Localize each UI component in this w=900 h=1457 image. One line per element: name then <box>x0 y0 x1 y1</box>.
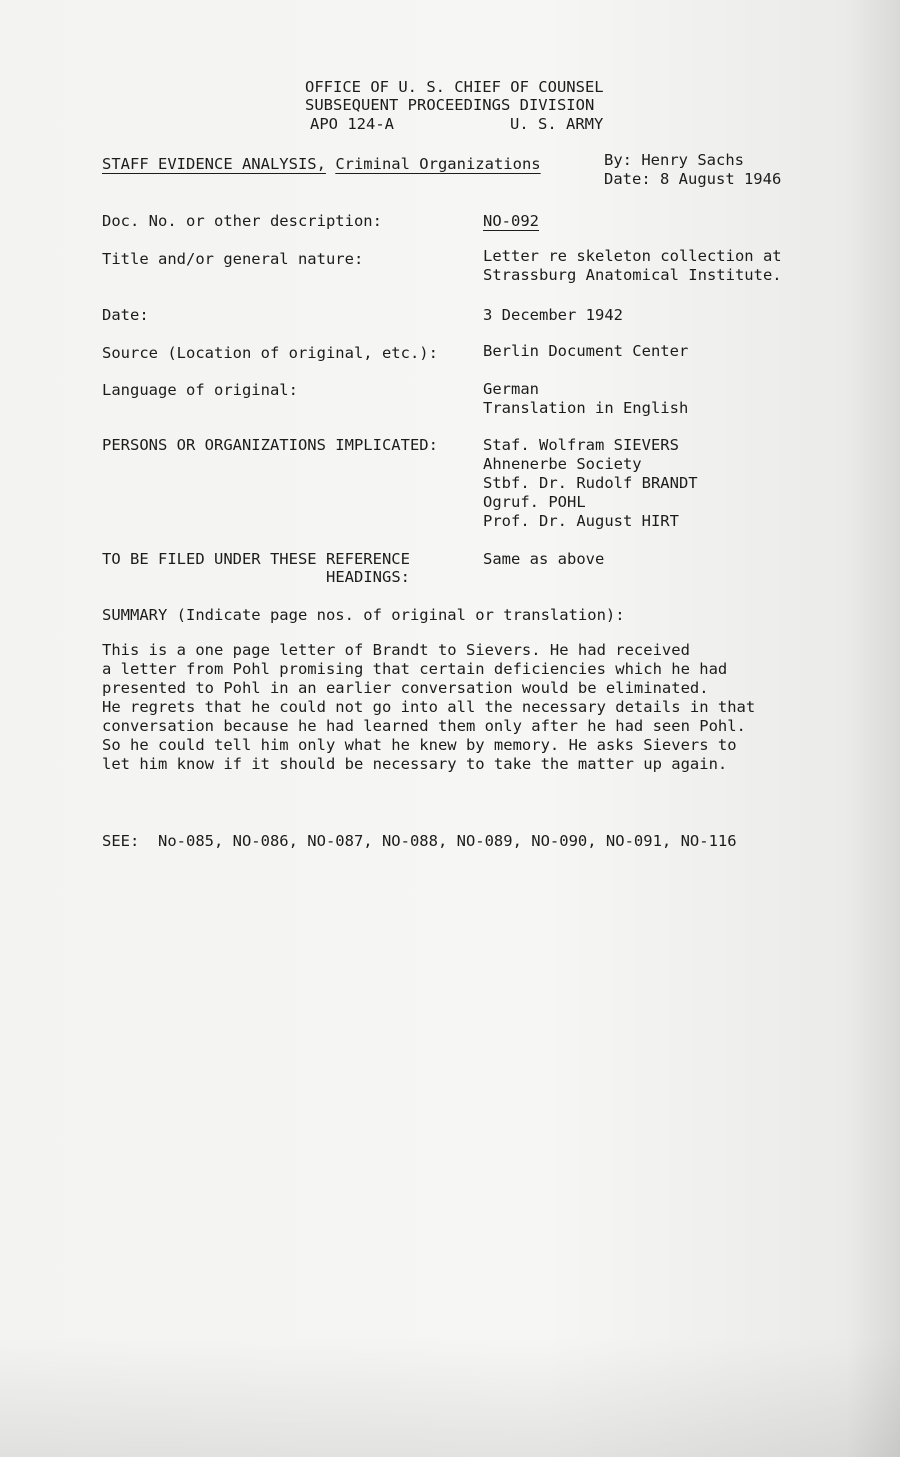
persons-value <box>483 436 698 531</box>
doc-value: NO-092 <box>483 212 539 230</box>
person-entry: Staf. Wolfram SIEVERS <box>483 436 679 454</box>
doc-label: Doc. No. or other description: <box>102 212 382 230</box>
summary-line: So he could tell him only what he knew by memory. He asks Sievers to <box>102 736 737 754</box>
analysis-date: Date: 8 August 1946 <box>604 170 782 188</box>
header-line-1: OFFICE OF U. S. CHIEF OF COUNSEL <box>305 78 604 96</box>
summary-line: let him know if it should be necessary to take the matter up again. <box>102 755 728 773</box>
source-value: Berlin Document Center <box>483 342 689 360</box>
title-value <box>483 247 782 285</box>
date-value: 3 December 1942 <box>483 306 623 324</box>
filed-value: Same as above <box>483 550 605 568</box>
summary-line: presented to Pohl in an earlier conversation would be eliminated. <box>102 679 709 697</box>
filed-label-line-2: HEADINGS: <box>326 568 410 586</box>
summary-line: This is a one page letter of Brandt to Sievers. He had received <box>102 641 690 659</box>
person-entry: Ahnenerbe Society <box>483 455 642 473</box>
see-references: SEE: No-085, NO-086, NO-087, NO-088, NO-089, NO-090, NO-091, NO-116 <box>102 832 737 850</box>
date-label: Date: <box>102 306 149 324</box>
analysis-subtitle: Criminal Organizations <box>335 155 541 173</box>
persons-label: PERSONS OR ORGANIZATIONS IMPLICATED: <box>102 436 438 454</box>
language-label: Language of original: <box>102 381 298 399</box>
analysis-title: STAFF EVIDENCE ANALYSIS, <box>102 155 326 173</box>
person-entry: Prof. Dr. August HIRT <box>483 512 679 530</box>
title-label: Title and/or general nature: <box>102 250 364 268</box>
summary-body <box>102 641 762 774</box>
summary-line: a letter from Pohl promising that certain deficiencies which he had <box>102 660 728 678</box>
person-entry: Stbf. Dr. Rudolf BRANDT <box>483 474 698 492</box>
summary-label: SUMMARY (Indicate page nos. of original or translation): <box>102 606 625 624</box>
analysis-by: By: Henry Sachs <box>604 151 744 169</box>
header-apo: APO 124-A <box>310 115 394 133</box>
source-label: Source (Location of original, etc.): <box>102 344 438 362</box>
header-army: U. S. ARMY <box>510 115 604 133</box>
language-value-line: Translation in English <box>483 399 689 417</box>
analysis-title-block <box>102 155 541 173</box>
header-line-2: SUBSEQUENT PROCEEDINGS DIVISION <box>305 96 595 114</box>
language-value <box>483 380 688 418</box>
summary-line: conversation because he had learned them only after he had seen Pohl. <box>102 717 746 735</box>
person-entry: Ogruf. POHL <box>483 493 586 511</box>
title-value-line: Strassburg Anatomical Institute. <box>483 266 782 284</box>
summary-line: He regrets that he could not go into all the necessary details in that <box>102 698 756 716</box>
filed-label-line-1: TO BE FILED UNDER THESE REFERENCE <box>102 550 410 568</box>
title-value-line: Letter re skeleton collection at <box>483 247 782 265</box>
language-value-line: German <box>483 380 539 398</box>
